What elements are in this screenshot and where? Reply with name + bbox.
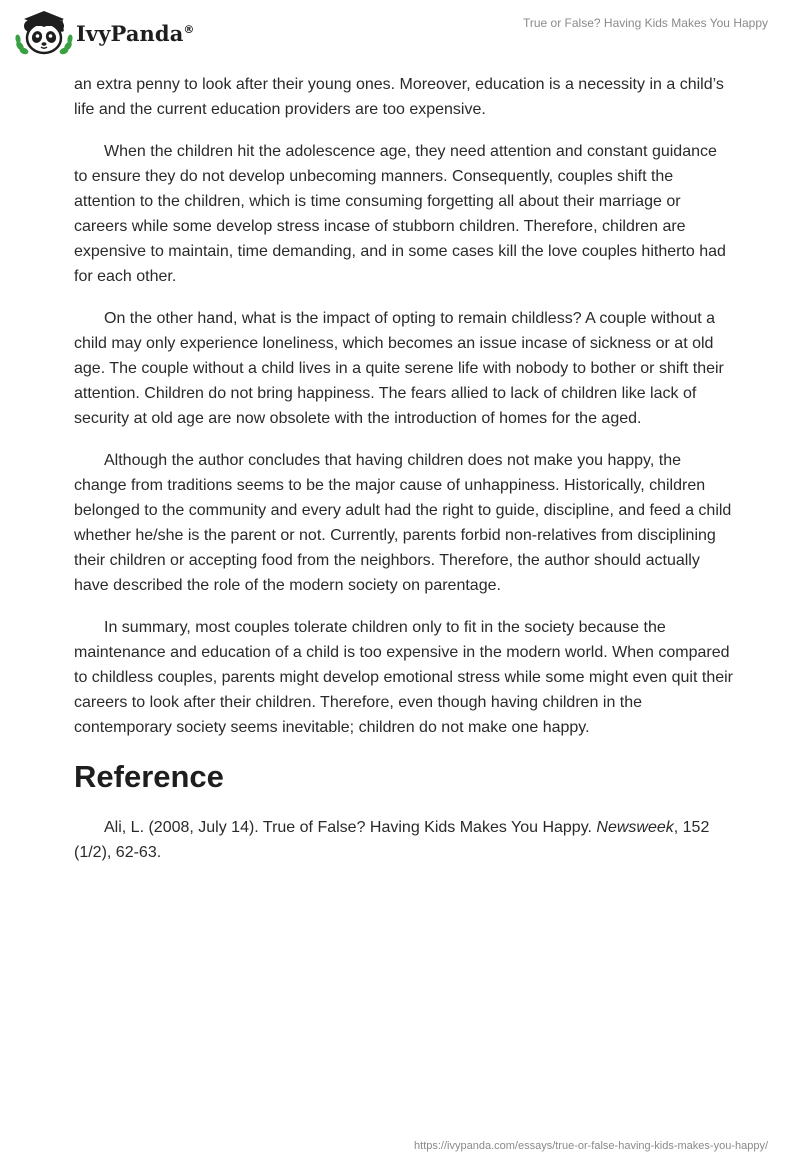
logo-name: IvyPanda <box>76 20 184 46</box>
page-header <box>0 0 800 70</box>
paragraph-summary: In summary, most couples tolerate children only to fit in the society because the maintenance and education of a child is too expensive in the modern world. When compared to childless couples, parents might develop emotional stress while some might even quit their careers to look after their children. Therefore, even though having children in the contemporary society seems inevitable; children do not make one happy. <box>74 619 733 736</box>
logo-wordmark <box>76 21 195 46</box>
citation-journal: Newsweek <box>596 819 674 836</box>
source-url-link[interactable]: https://ivypanda.com/essays/true-or-false-having-kids-makes-you-happy/ <box>414 1140 768 1152</box>
essay-content <box>74 72 734 882</box>
panda-graduate-icon <box>14 8 74 56</box>
reference-heading: Reference <box>74 759 224 794</box>
registered-mark: ® <box>183 22 195 36</box>
paragraph-continued: an extra penny to look after their young ones. Moreover, education is a necessity in a child’s life and the current education providers are too expensive. <box>74 76 724 118</box>
citation-details: , 152 (1/2), 62-63. <box>74 819 710 861</box>
document-title: True or False? Having Kids Makes You Happy <box>522 16 768 30</box>
paragraph-childless: On the other hand, what is the impact of opting to remain childless? A couple without a child may only experience loneliness, which becomes an issue incase of sickness or at old age. The couple without a child lives in a quite serene life with nobody to bother or shift their attention. Children do not bring happiness. The fears allied to lack of children like lack of security at old age are now obsolete with the introduction of homes for the aged. <box>74 310 724 427</box>
paragraph-traditions: Although the author concludes that having children does not make you happy, the change from traditions seems to be the major cause of unhappiness. Historically, children belonged to the community and every adult had the right to guide, discipline, and feed a child whether he/she is the parent or not. Currently, parents forbid non-relatives from disciplining their children or accepting food from the neighbors. Therefore, the author should actually have described the role of the modern society on parentage. <box>74 452 732 594</box>
paragraph-adolescence: When the children hit the adolescence age, they need attention and constant guidance to ensure they do not develop unbecoming manners. Consequently, couples shift the attention to the children, which is time consuming forgetting all about their marriage or careers while some develop stress incase of stubborn children. Therefore, children are expensive to maintain, time demanding, and in some cases kill the love couples hitherto had for each other. <box>74 143 726 285</box>
ivypanda-logo[interactable] <box>14 8 195 56</box>
citation-text: Ali, L. (2008, July 14). True of False? Having Kids Makes You Happy. <box>104 819 597 836</box>
reference-citation <box>74 815 734 865</box>
